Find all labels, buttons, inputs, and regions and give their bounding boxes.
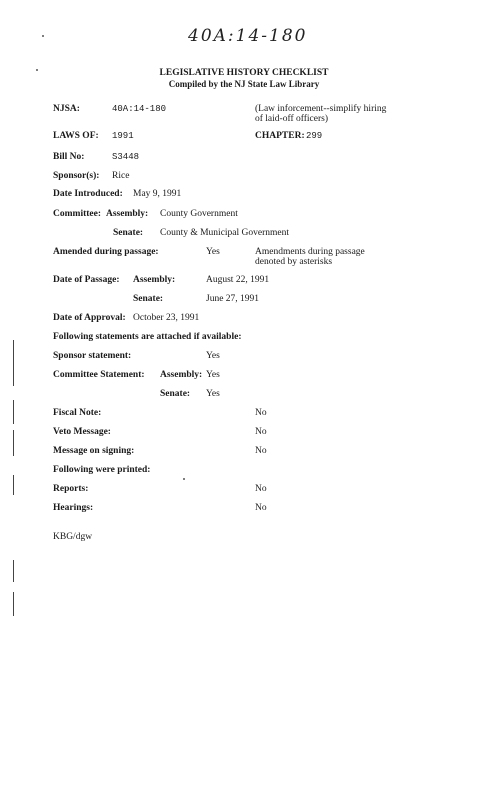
printed-heading: Following were printed: [53,465,151,475]
scan-margin-mark [13,400,14,424]
veto-message-label: Veto Message: [53,427,111,437]
amended-value: Yes [206,247,220,257]
committee-statement-senate-value: Yes [206,389,220,399]
message-on-signing-value: No [255,446,267,456]
amended-note-line1: Amendments during passage [255,247,365,257]
preparer-initials: KBG/dgw [53,532,93,542]
chapter-value: 299 [306,131,323,141]
fiscal-note-label: Fiscal Note: [53,408,102,418]
passage-senate-label: Senate: [133,294,164,304]
njsa-label: NJSA: [53,104,80,114]
committee-senate-value: County & Municipal Government [160,228,290,238]
sponsor-value: Rice [112,171,130,181]
date-introduced-label: Date Introduced: [53,189,123,199]
passage-senate-value: June 27, 1991 [206,294,260,304]
bill-no-value: S3448 [112,152,140,162]
scan-margin-mark [13,475,14,495]
document-title: LEGISLATIVE HISTORY CHECKLIST [159,68,329,78]
veto-message-value: No [255,427,267,437]
njsa-description-line1: (Law inforcement--simplify hiring [255,104,387,114]
scan-margin-mark [13,560,14,582]
amended-label: Amended during passage: [53,247,159,257]
scan-margin-mark [13,430,14,456]
date-of-approval-label: Date of Approval: [53,313,126,323]
bill-no-label: Bill No: [53,152,85,162]
reports-label: Reports: [53,484,89,494]
committee-statement-assembly-label: Assembly: [160,370,203,380]
hearings-value: No [255,503,267,513]
committee-assembly-value: County Government [160,209,238,219]
scan-speck [183,478,185,480]
passage-assembly-value: August 22, 1991 [206,275,270,285]
sponsor-statement-value: Yes [206,351,220,361]
sponsor-statement-label: Sponsor statement: [53,351,132,361]
laws-of-value: 1991 [112,131,134,141]
laws-of-label: LAWS OF: [53,131,99,141]
statements-attached-heading: Following statements are attached if available: [53,332,242,342]
scan-margin-mark [13,340,14,386]
date-introduced-value: May 9, 1991 [133,189,182,199]
date-of-approval-value: October 23, 1991 [133,313,200,323]
scan-speck [42,35,44,37]
njsa-description-line2: of laid-off officers) [255,114,328,124]
passage-assembly-label: Assembly: [133,275,176,285]
document-subtitle: Compiled by the NJ State Law Library [168,79,320,89]
handwritten-statute-note: 40A:14-180 [188,26,308,46]
chapter-label: CHAPTER: [255,131,305,141]
date-of-passage-label: Date of Passage: [53,275,120,285]
committee-statement-senate-label: Senate: [160,389,191,399]
committee-statement-label: Committee Statement: [53,370,145,380]
hearings-label: Hearings: [53,503,94,513]
committee-statement-assembly-value: Yes [206,370,220,380]
committee-label: Committee: [53,209,102,219]
sponsor-label: Sponsor(s): [53,171,100,181]
njsa-value: 40A:14-180 [112,104,167,114]
amended-note-line2: denoted by asterisks [255,257,333,267]
fiscal-note-value: No [255,408,267,418]
committee-senate-label: Senate: [113,228,144,238]
message-on-signing-label: Message on signing: [53,446,135,456]
scan-speck [36,69,38,71]
committee-assembly-label: Assembly: [106,209,149,219]
scan-margin-mark [13,592,14,616]
reports-value: No [255,484,267,494]
